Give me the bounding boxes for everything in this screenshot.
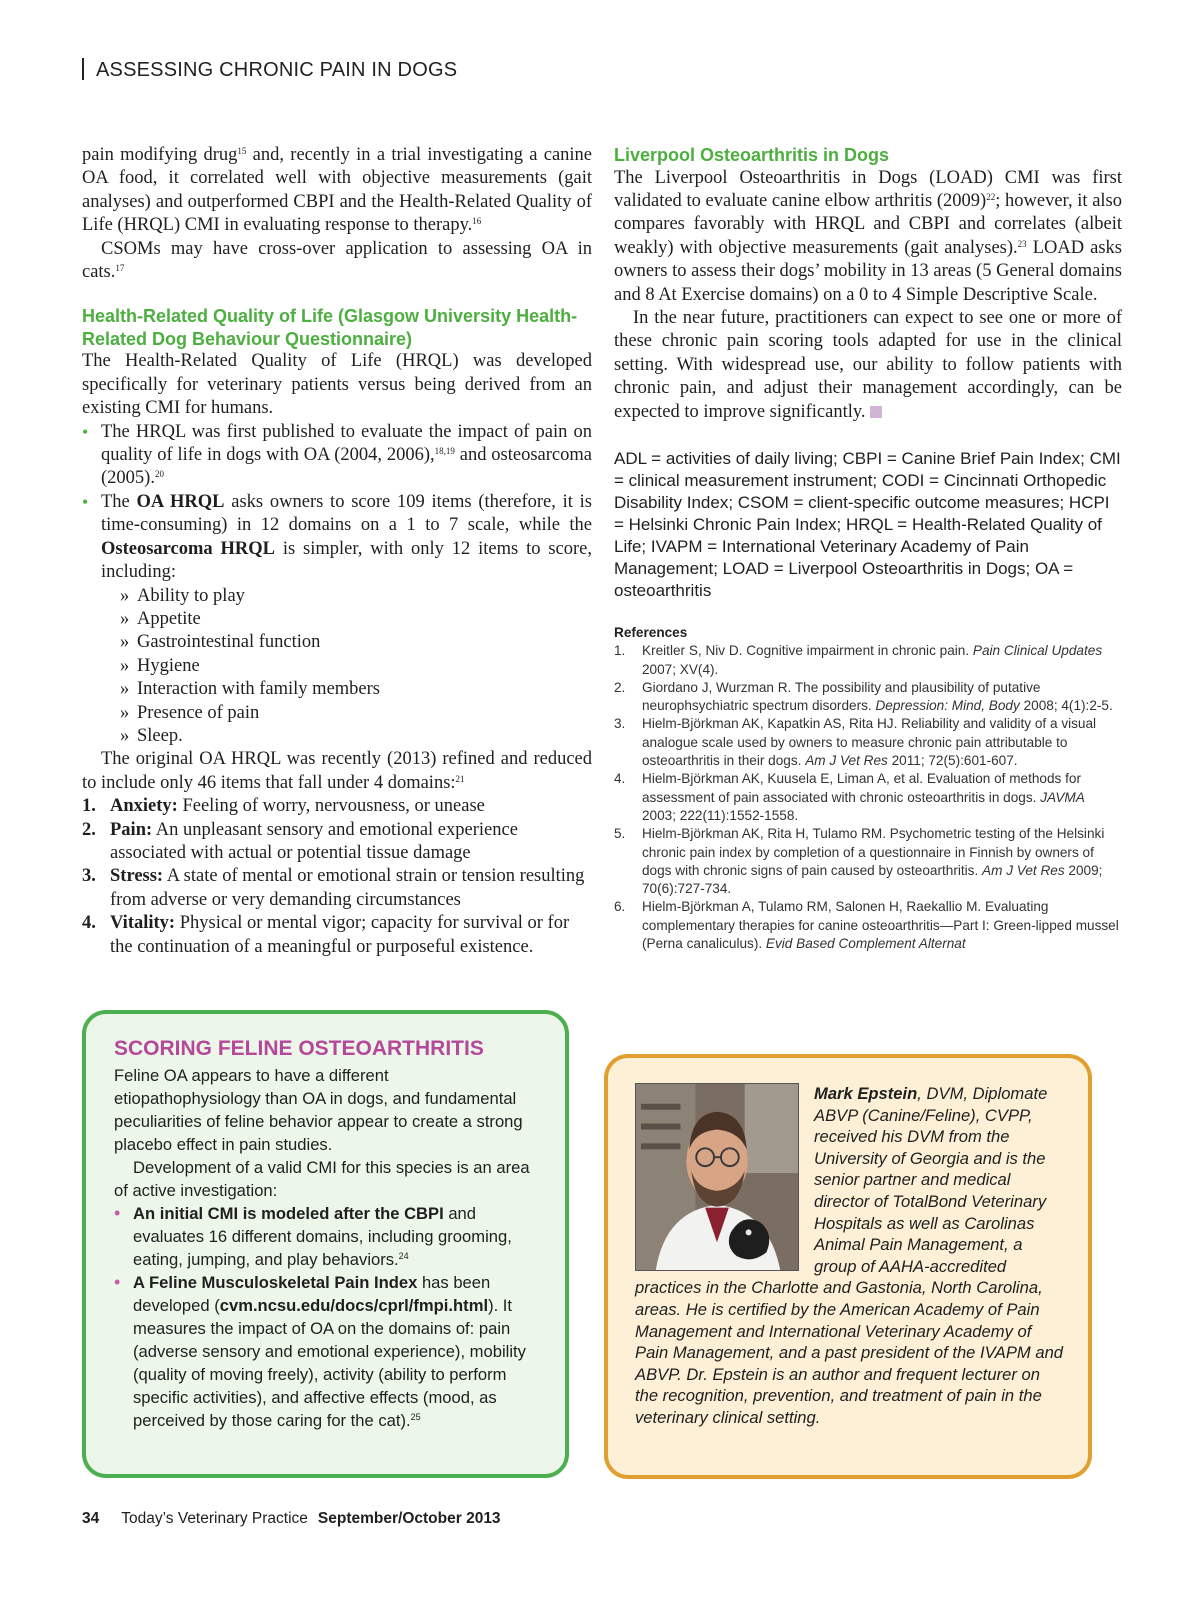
bullet-initial-cmi: • An initial CMI is modeled after the CBPI and evaluates 16 different domains, including grooming, eating, jumping, and play behaviors.$^{24}$ [114,1202,539,1271]
abbreviations: ADL = activities of daily living; CBPI = Canine Brief Pain Index; CMI = clinical measurement instrument; CODI = Cincinnati Orthopedic Disability Index; CSOM = client-specific outcome measures; HCPI = Helsinki Chronic Pain Index; HRQL = Health-Related Quality of Life; IVAPM = International Veterinary Academy of Pain Management; LOAD = Liverpool Osteoarthritis in Dogs; OA = osteoarthritis [614,448,1121,600]
feline-sidebar-box [82,1010,569,1478]
bullet-hrql-published: • The HRQL was first published to evaluate the impact of pain on quality of life in dogs with OA (2004, 2006),$^{18,19}$ and osteosarcoma (2005).$^{20}$ [82,421,592,491]
bullet-oa-hrql: • The OA HRQL asks owners to score 109 items (therefore, it is time-consuming) in 12 domains on a 1 to 7 scale, while the Osteosarcoma HRQL is simpler, with only 12 items to score, including: » Ability to play » Appetite » Gastrointestinal function » Hygiene » Interaction with family members » Presence of pain » Sleep. [82,491,592,748]
paragraph-conclusion: In the near future, practitioners can expect to see one or more of these chronic pain scoring tools adapted for use in the clinical setting. With widespread use, our ability to follow patients with chronic pain, and adjust their management accordingly, can be expected to improve significantly. [614,307,1122,422]
domain-pain: 2. Pain: An unpleasant sensory and emotional experience associated with actual or potential tissue damage [82,819,518,863]
feline-box-title: SCORING FELINE OSTEOARTHRITIS [114,1037,484,1060]
references-list [614,642,1122,953]
list-item: » Ability to play [120,585,592,608]
domain-vitality: 4. Vitality: Physical or mental vigor; capacity for survival or for the continuation of a meaningful or purposeful existence. [82,913,570,957]
reference-item: 4. Hielm-Björkman AK, Kuusela E, Liman A, et al. Evaluation of methods for assessment of pain associated with chronic osteoarthritis in dogs. JAVMA 2003; 222(11):1552-1558. [614,771,1085,823]
publication-name: Today’s Veterinary Practice [121,1510,308,1527]
right-column [614,144,1122,953]
paragraph-hrql-refined: The original OA HRQL was recently (2013) refined and reduced to include only 46 items that fall under 4 domains:$^{21}$ [82,749,592,793]
hrql-bullet-list [82,421,592,749]
paragraph-load: The Liverpool Osteoarthritis in Dogs (LOAD) CMI was first validated to evaluate canine elbow arthritis $(2009)^{22}$; however, it also compares favorably with HRQL and CBPI and correlates (albeit weakly) with objective measurements (gait analyses).$^{23}$ LOAD asks owners to assess their dogs’ mobility in 13 areas (5 General domains and 8 At Exercise domains) on a 0 to 4 Simple Descriptive Scale. [614,167,1122,305]
reference-item: 3. Hielm-Björkman AK, Kapatkin AS, Rita HJ. Reliability and validity of a visual analogue scale used by owners to measure chronic pain attributable to osteoarthritis in their dogs. Am J Vet Res 2011; 72(5):601-607. [614,716,1097,769]
paragraph-hrql-intro: The Health-Related Quality of Life (HRQL) was developed specifically for veterinary patients versus being derived from an existing CMI for humans. [82,351,592,419]
list-item: » Hygiene [120,655,592,678]
reference-item: 5. Hielm-Björkman AK, Rita H, Tulamo RM. Psychometric testing of the Helsinki chronic pain index by completion of a questionnaire in Finnish by owners of dogs with chronic signs of pain caused by osteoarthritis. Am J Vet Res 2009; 70(6):727-734. [614,826,1105,897]
list-item: » Appetite [120,608,592,631]
list-item: » Interaction with family members [120,678,592,701]
feline-bullet-list [114,1202,539,1432]
fmpi-link[interactable]: cvm.ncsu.edu/docs/cprl/fmpi.html [219,1296,489,1315]
domain-stress: 3. Stress: A state of mental or emotional strain or tension resulting from adverse or very demanding circumstances [82,866,585,910]
list-item: » Sleep. [120,725,592,748]
author-photo [635,1083,799,1271]
running-header [82,58,457,82]
reference-item: 1. Kreitler S, Niv D. Cognitive impairment in chronic pain. Pain Clinical Updates 2007; XV(4). [614,643,1103,677]
header-divider [82,58,84,80]
paragraph-csom-cats: CSOMs may have cross-over application to assessing OA in cats.$^{17}$ [82,238,592,283]
list-item: » Gastrointestinal function [120,631,592,654]
paragraph-cbpi-continued: pain modifying drug$^{15}$ and, recently in a trial investigating a canine OA food, it correlated well with objective measurements (gait analyses) and outperformed CBPI and the Health-Related Quality of Life (HRQL) CMI in evaluating response to therapy.$^{16}$ [82,145,593,236]
page-number: 34 [82,1510,100,1527]
page-footer [82,1510,501,1528]
running-header-title: ASSESSING CHRONIC PAIN IN DOGS [96,59,458,81]
feline-box-paragraph: Development of a valid CMI for this species is an area of active investigation: [114,1158,530,1200]
feline-box-paragraph: Feline OA appears to have a different etiopathophysiology than OA in dogs, and fundamental peculiarities of feline behavior appear to create a strong placebo effect in pain studies. [114,1066,523,1154]
reference-item: 2. Giordano J, Wurzman R. The possibility and plausibility of putative neurophsychiatric spectrum disorders. Depression: Mind, Body 2008; 4(1):2-5. [614,679,1113,714]
heading-load: Liverpool Osteoarthritis in Dogs [614,145,890,165]
author-bio: , DVM, Diplomate ABVP (Canine/Feline), CVPP, received his DVM from the University of Georgia and is the senior partner and medical director of TotalBond Veterinary Hospitals as well as Carolinas Animal Pain Management, a group of AAHA-accredited practices in the Charlotte and Gastonia, North Carolina, areas. He is certified by the American Academy of Pain Management and International Veterinary Academy of Pain Management, and a past president of the IVAPM and ABVP. Dr. Epstein is an author and frequent lecturer on the recognition, prevention, and treatment of pain in the veterinary clinical setting. [635,1084,1064,1427]
author-bio-box [604,1054,1092,1479]
hrql-items-list [120,585,592,749]
author-name: Mark Epstein [814,1084,918,1103]
references [614,624,1122,953]
list-item: » Presence of pain [120,702,592,725]
issue-date: September/October 2013 [317,1510,501,1527]
references-title: References [614,624,688,640]
domain-anxiety: 1. Anxiety: Feeling of worry, nervousness, or unease [82,796,485,817]
left-column [82,144,592,959]
reference-item: 6. Hielm-Björkman A, Tulamo RM, Salonen H, Raekallio M. Evaluating complementary therapies for canine osteoarthritis—Part I: Green-lipped mussel (Perna canaliculus). Evid Based Complement Alternat [614,899,1119,952]
end-of-article-mark [870,406,882,418]
bullet-fmpi: • A Feline Musculoskeletal Pain Index has been developed (cvm.ncsu.edu/docs/cprl/fmpi.html). It measures the impact of OA on the domains of: pain (adverse sensory and emotional experience), mobility (quality of moving freely), activity (ability to perform specific activities), and affective effects (mood, as perceived by those caring for the cat).$^{25}$ [114,1271,539,1432]
heading-hrql: Health-Related Quality of Life (Glasgow University Health-Related Dog Behaviour Questionnaire) [82,306,578,349]
domains-list [82,795,592,959]
